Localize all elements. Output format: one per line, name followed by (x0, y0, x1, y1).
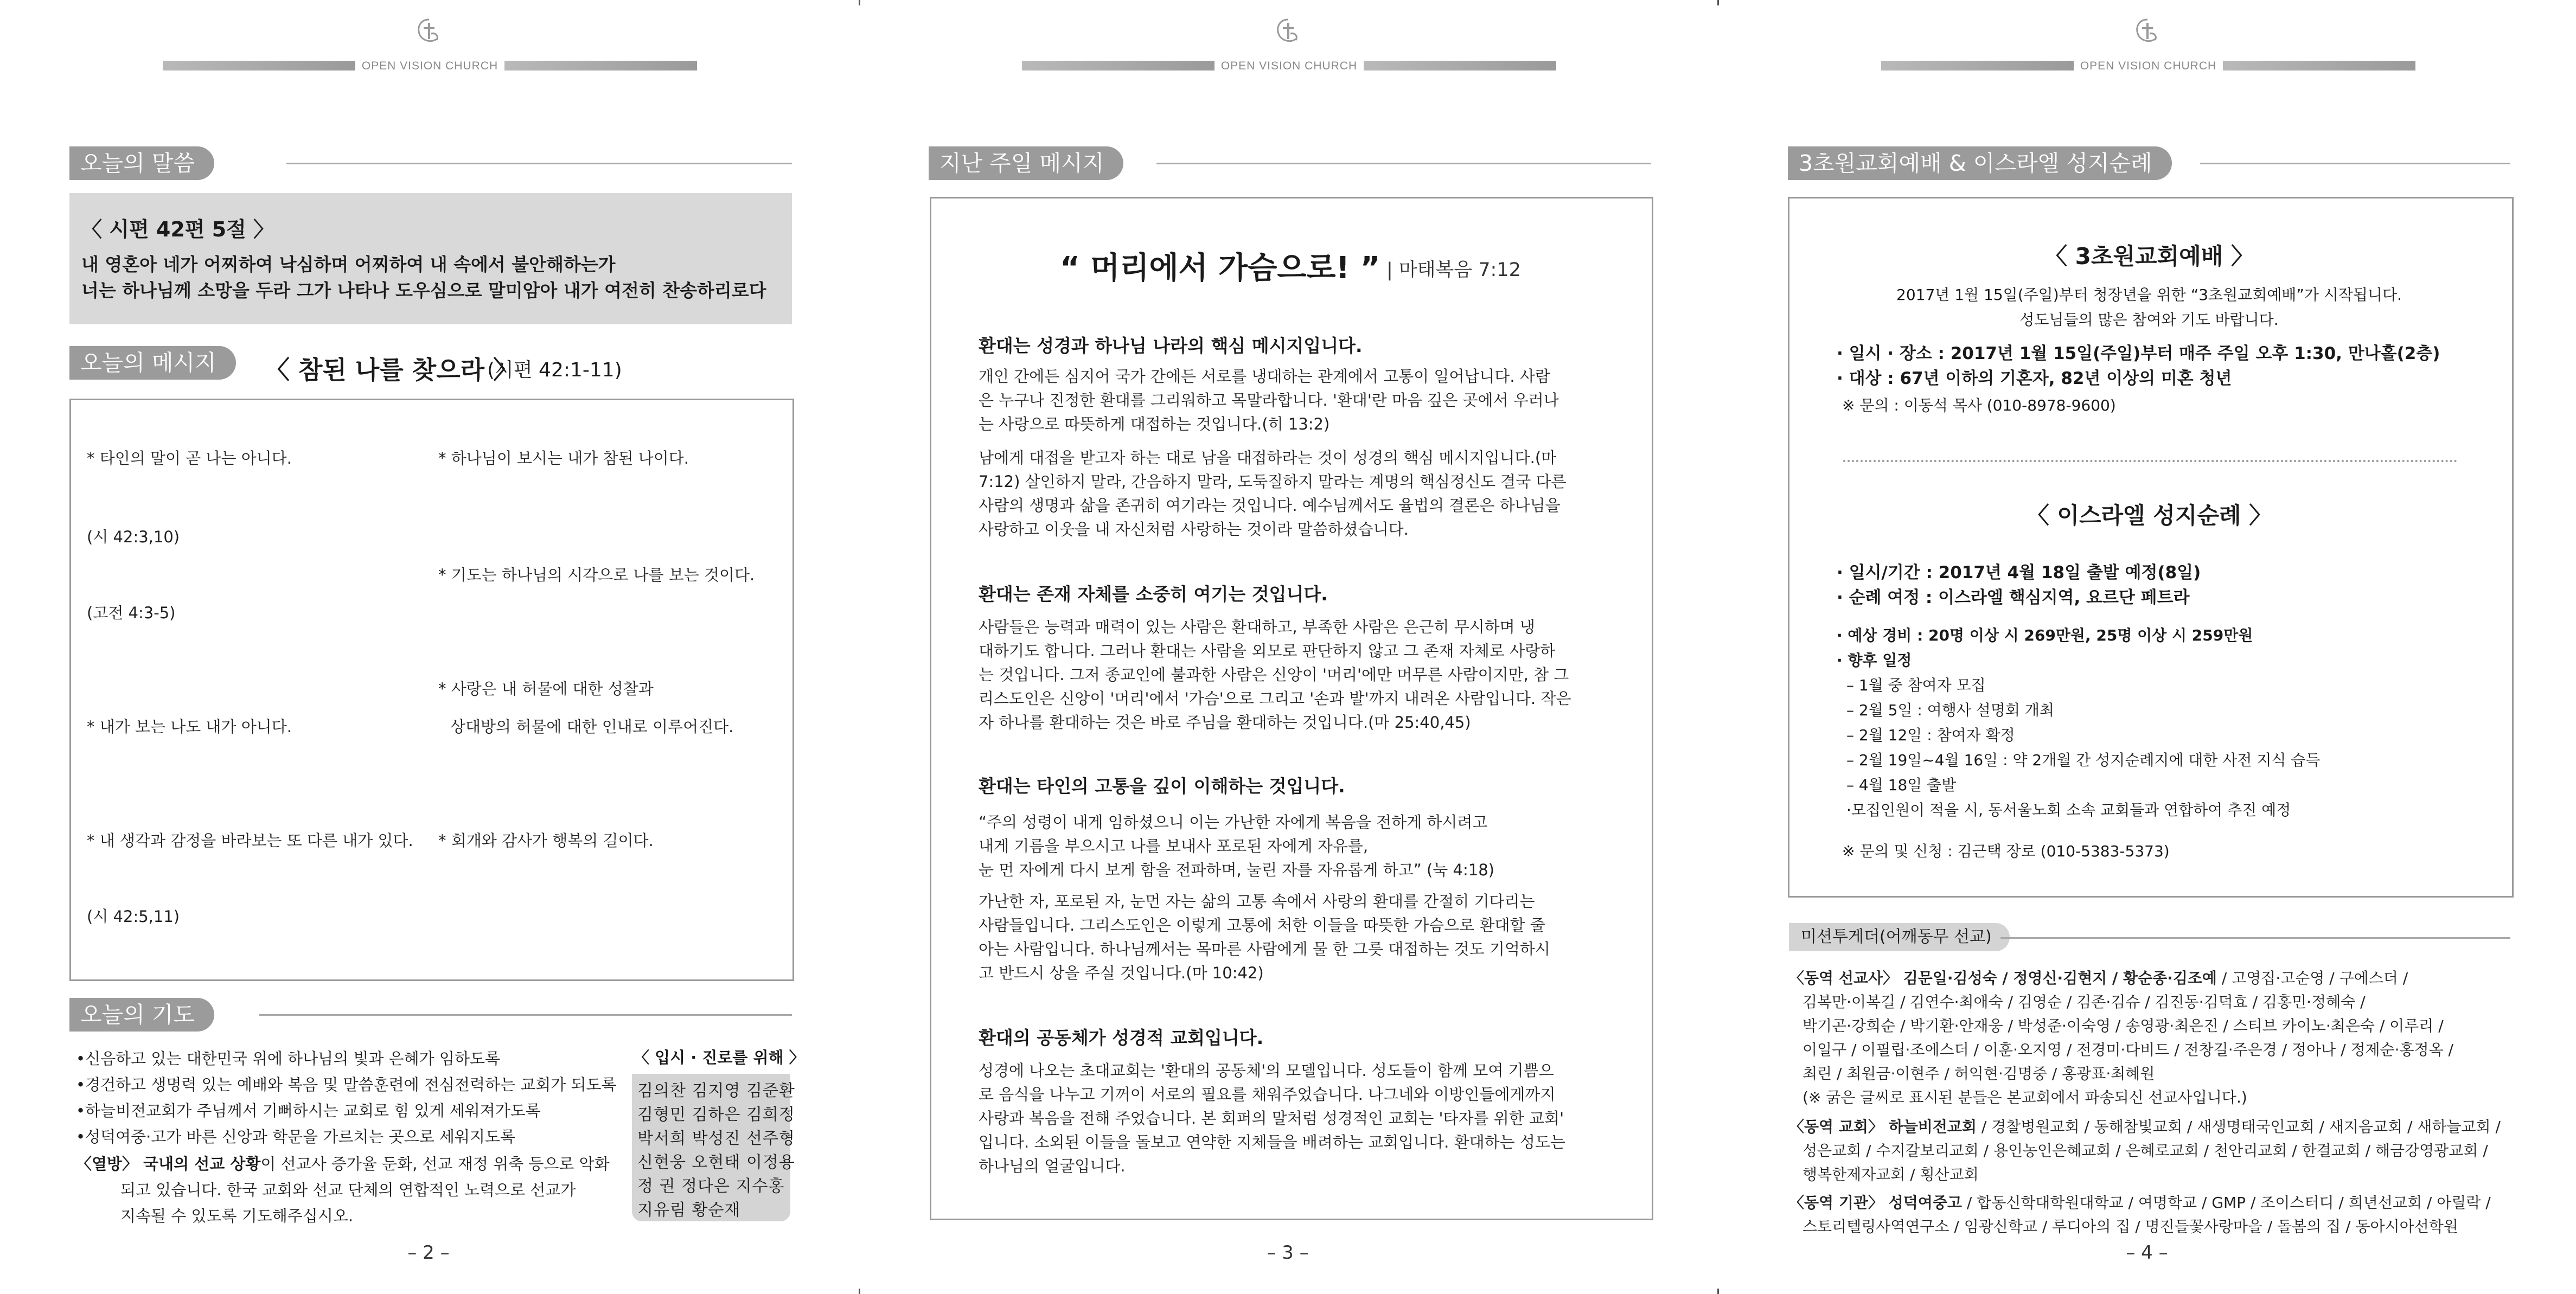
sermon-paragraph: “주의 성령이 내게 임하셨으니 이는 가난한 자에게 복음을 전하게 하시려고 (979, 813, 1488, 831)
section-divider (2000, 937, 2510, 939)
sermon-paragraph: 남에게 대접을 받고자 하는 대로 남을 대접하라는 것이 성경의 핵심 메시지입니다.(마 (979, 449, 1557, 467)
message-points-box (69, 399, 794, 981)
sermon-paragraph: 사랑과 복음을 전해 주었습니다. 본 회퍼의 말처럼 성경적인 교회는 '타자를 위한 교회' (979, 1109, 1564, 1128)
sermon-paragraph: 7:12) 살인하지 말라, 간음하지 말라, 도둑질하지 말라는 계명의 핵심정신도 결국 다른 (979, 472, 1567, 491)
section-title: 오늘의 기도 (69, 998, 214, 1032)
prayer-special (76, 1152, 610, 1174)
section-today-word (69, 146, 792, 180)
sermon-paragraph: 사랑하고 이웃을 내 자신처럼 사랑하는 것이라 말씀하셨습니다. (979, 520, 1409, 539)
sermon-paragraph: 개인 간에든 심지어 국가 간에든 서로를 냉대하는 관계에서 고통이 일어납니다. 사람 (979, 367, 1550, 386)
verse-text: 내 영혼아 네가 어찌하여 낙심하며 어찌하여 내 속에서 불안해하는가 (81, 254, 616, 275)
message-point: * 내 생각과 감정을 바라보는 또 다른 내가 있다. (87, 831, 413, 850)
prayer-special-label: 〈열방〉 국내의 선교 상황 (76, 1155, 261, 1173)
sermon-paragraph: 눈 먼 자에게 다시 보게 함을 전파하며, 눌린 자를 자유롭게 하고” (눅 4:18) (979, 861, 1494, 879)
section-events (1788, 146, 2510, 180)
event-detail: · 예상 경비 : 20명 이상 시 269만원, 25명 이상 시 259만원 (1837, 626, 2253, 644)
prayer-item: •하늘비전교회가 주님께서 기뻐하시는 교회로 힘 있게 세워져가도록 (76, 1101, 541, 1120)
event-detail: · 대상 : 67년 이하의 기혼자, 82년 이상의 미혼 청년 (1837, 369, 2232, 388)
section-today-message (69, 346, 259, 380)
schedule-item: – 2월 5일 : 여행사 설명회 개최 (1846, 701, 2054, 719)
page-2 (0, 0, 857, 1294)
prayer-item: •신음하고 있는 대한민국 위에 하나님의 빛과 은혜가 임하도록 (76, 1049, 500, 1068)
sermon-paragraph: 는 것입니다. 그저 종교인에 불과한 사람은 신앙이 '머리'에만 머무른 사람이지만, 참 그 (979, 665, 1569, 684)
message-point: * 사랑은 내 허물에 대한 성찰과 (438, 680, 654, 698)
section-title: 오늘의 메시지 (69, 346, 236, 380)
page-number: – 4 – (2126, 1242, 2168, 1264)
sermon-paragraph: 가난한 자, 포로된 자, 눈먼 자는 삶의 고통 속에서 사랑의 환대를 간절히 기다리는 (979, 892, 1535, 911)
event-contact: ※ 문의 및 신청 : 김근택 장로 (010-5383-5373) (1842, 842, 2170, 860)
schedule-item: – 1월 중 참여자 모집 (1846, 676, 1986, 694)
message-point: (고전 4:3-5) (87, 604, 176, 622)
entrance-prayer-heading: 〈 입시 · 진로를 위해 〉 (634, 1048, 805, 1067)
prayer-special-text: 되고 있습니다. 한국 교회와 선교 단체의 연합적인 노력으로 선교가 (120, 1181, 576, 1199)
entrance-names-box (632, 1074, 795, 1221)
message-title: 〈 참된 나를 찾으라 〉 (265, 355, 519, 385)
event-detail: · 순례 여정 : 이스라엘 핵심지역, 요르단 페트라 (1837, 588, 2190, 607)
names-row: 김형민 김하은 김희정 (637, 1105, 795, 1124)
mission-line-bold: 〈동역 선교사〉 김문일·김성숙 / 정영신·김현지 / 황순종·김조예 (1789, 969, 2217, 987)
schedule-item: ·모집인원이 적을 시, 동서울노회 소속 교회들과 연합하여 추진 예정 (1846, 801, 2291, 819)
sermon-heading: 환대의 공동체가 성경적 교회입니다. (979, 1027, 1264, 1048)
prayer-item: •성덕여중·고가 바른 신앙과 학문을 가르치는 곳으로 세워지도록 (76, 1128, 515, 1146)
header-bar-left (1881, 61, 2074, 71)
section-divider (259, 1014, 792, 1016)
names-row: 정 권 정다은 지수홍 (637, 1177, 785, 1196)
sermon-paragraph: 대하기도 합니다. 그러나 환대는 사람을 외모로 판단하지 않고 그 존재 자체로 사랑하 (979, 642, 1556, 660)
section-title: 지난 주일 메시지 (929, 146, 1123, 180)
sermon-paragraph: 자 하나를 환대하는 것은 바로 주님을 환대하는 것입니다.(마 25:40,45) (979, 713, 1471, 732)
page-number: – 2 – (407, 1242, 450, 1264)
prayer-special-text: 이 선교사 증가율 둔화, 선교 재정 위축 등으로 악화 (260, 1155, 610, 1173)
section-divider (1156, 163, 1651, 164)
mission-line-text: / 경찰병원교회 / 동해참빛교회 / 새생명태국인교회 / 새지음교회 / 새하늘교회 / (1976, 1118, 2501, 1136)
section-last-sunday (929, 146, 1651, 180)
event-description: 2017년 1월 15일(주일)부터 청장년을 위한 “3초원교회예배”가 시작됩니다. (1896, 286, 2402, 304)
prayer-item: •경건하고 생명력 있는 예배와 복음 및 말씀훈련에 전심전력하는 교회가 되도록 (76, 1075, 617, 1094)
mission-line-text: / 고영집·고순영 / 구에스더 / (2216, 969, 2408, 987)
message-point: * 내가 보는 나도 내가 아니다. (87, 718, 292, 736)
sermon-paragraph: 은 누구나 진정한 환대를 그리워하고 목말라합니다. '환대'란 마음 깊은 곳에서 우러나 (979, 391, 1559, 409)
message-point: * 하나님이 보시는 내가 참된 나이다. (438, 449, 689, 467)
message-reference: (시편 42:1-11) (487, 359, 622, 381)
sermon-heading: 환대는 타인의 고통을 깊이 이해하는 것입니다. (979, 776, 1345, 797)
header-bar-right (1364, 61, 1556, 71)
sermon-paragraph: 로 음식을 나누고 기꺼이 서로의 필요를 채워주었습니다. 나그네와 이방인들에게까지 (979, 1085, 1556, 1104)
header-bar-right (2223, 61, 2415, 71)
event-description: 성도님들의 많은 참여와 기도 바랍니다. (2019, 311, 2279, 329)
mission-line-bold: 〈동역 기관〉 성덕여중고 (1789, 1194, 1962, 1212)
sermon-title: “ 머리에서 가슴으로! ” (1060, 251, 1380, 286)
schedule-item: – 4월 18일 출발 (1846, 776, 1957, 794)
sermon-paragraph: 내게 기름을 부으시고 나를 보내사 포로된 자에게 자유를, (979, 837, 1369, 855)
verse-reference: 〈 시편 42편 5절 〉 (81, 217, 274, 241)
page-3 (859, 0, 1716, 1294)
church-name: OPEN VISION CHURCH (2080, 60, 2217, 72)
event-title: 〈 이스라엘 성지순례 〉 (2026, 502, 2272, 529)
mission-together-label: 미션투게더(어깨동무 선교) (1789, 923, 2010, 951)
event-detail: · 일시 · 장소 : 2017년 1월 15일(주일)부터 매주 주일 오후 1:30, 만나홀(2층) (1837, 344, 2440, 363)
church-logo-icon (2133, 17, 2162, 46)
event-detail: · 일시/기간 : 2017년 4월 18일 출발 예정(8일) (1837, 563, 2201, 582)
event-title: 〈 3초원교회예배 〉 (2044, 243, 2254, 270)
church-name: OPEN VISION CHURCH (1220, 60, 1358, 72)
header-bar-right (504, 61, 697, 71)
event-detail: · 향후 일정 (1837, 651, 1912, 669)
names-row: 김의찬 김지영 김준환 (637, 1081, 795, 1100)
sermon-reference: | 마태복음 7:12 (1386, 259, 1521, 281)
header-bar-left (1022, 61, 1215, 71)
mission-line: 이일구 / 이필립·조에스더 / 이훈·오지영 / 전경미·다비드 / 전창길·주은경 / 정아나 / 정제순·홍정옥 / (1802, 1041, 2453, 1059)
mission-line (1789, 966, 2408, 988)
sermon-paragraph: 아는 사람입니다. 하나님께서는 목마른 사람에게 물 한 그릇 대접하는 것도 기억하시 (979, 940, 1550, 958)
mission-line: 박기곤·강희순 / 박기환·안재웅 / 박성준·이숙영 / 송영광·최은진 / 스티브 카이노·최은숙 / 이루리 / (1802, 1017, 2444, 1035)
mission-line: 김복만·이복길 / 김연수·최애숙 / 김영순 / 김존·김슈 / 김진동·김덕효 / 김홍민·정혜숙 / (1802, 993, 2366, 1011)
message-point: (시 42:3,10) (87, 528, 180, 546)
sermon-paragraph: 하나님의 얼굴입니다. (979, 1157, 1126, 1175)
header-bar-left (163, 61, 355, 71)
sermon-paragraph: 사람들은 능력과 매력이 있는 사람은 환대하고, 부족한 사람은 은근히 무시하며 냉 (979, 618, 1535, 636)
sermon-paragraph: 는 사랑으로 따뜻하게 대접하는 것입니다.(히 13:2) (979, 415, 1330, 433)
page-header (859, 16, 1716, 71)
sermon-paragraph: 성경에 나오는 초대교회는 '환대의 공동체'의 모델입니다. 성도들이 함께 모여 기쁨으 (979, 1061, 1554, 1080)
schedule-item: – 2월 19일~4월 16일 : 약 2개월 간 성지순례지에 대한 사전 지식 습득 (1846, 751, 2321, 769)
names-row: 신현웅 오현태 이정용 (637, 1153, 795, 1172)
mission-line: 행복한제자교회 / 횡산교회 (1802, 1165, 1979, 1183)
mission-line (1789, 1191, 2491, 1213)
church-logo-icon (1274, 17, 1302, 46)
church-logo-icon (415, 17, 443, 46)
page-4 (1718, 0, 2575, 1294)
page-number: – 3 – (1267, 1242, 1309, 1264)
mission-line: 최린 / 최원금·이현주 / 허익현·김명중 / 홍광표·최혜원 (1802, 1065, 2155, 1082)
sermon-paragraph: 사람들입니다. 그리스도인은 이렇게 고통에 처한 이들을 따뜻한 가슴으로 환대할 줄 (979, 916, 1545, 934)
message-point: * 기도는 하나님의 시각으로 나를 보는 것이다. (438, 566, 755, 584)
section-title: 3초원교회예배 & 이스라엘 성지순례 (1788, 146, 2172, 180)
page-header (1718, 16, 2575, 71)
message-point: * 회개와 감사가 행복의 길이다. (438, 831, 654, 850)
names-row: 지유림 황순재 (637, 1201, 741, 1220)
church-name: OPEN VISION CHURCH (361, 60, 498, 72)
sermon-heading: 환대는 존재 자체를 소중히 여기는 것입니다. (979, 584, 1328, 605)
mission-note: (※ 굵은 글씨로 표시된 분들은 본교회에서 파송되신 선교사입니다.) (1802, 1088, 2247, 1106)
section-divider (286, 163, 792, 164)
sermon-paragraph: 고 반드시 상을 주실 것입니다.(마 10:42) (979, 964, 1264, 982)
message-point: (시 42:5,11) (87, 907, 180, 926)
event-contact: ※ 문의 : 이동석 목사 (010-8978-9600) (1842, 396, 2116, 414)
page-header (0, 16, 857, 71)
section-title: 오늘의 말씀 (69, 146, 214, 180)
mission-line-text: / 합동신학대학원대학교 / 여명학교 / GMP / 조이스터디 / 희년선교회 / 아릴락 / (1961, 1194, 2491, 1212)
verse-text: 너는 하나님께 소망을 두라 그가 나타나 도우심으로 말미암아 내가 여전히 찬송하리로다 (81, 280, 766, 301)
sermon-paragraph: 입니다. 소외된 이들을 돌보고 연약한 지체들을 배려하는 교회입니다. 환대하는 성도는 (979, 1133, 1565, 1151)
section-today-prayer (69, 998, 792, 1032)
prayer-special-text: 지속될 수 있도록 기도해주십시오. (120, 1207, 354, 1225)
section-divider (2200, 163, 2510, 164)
mission-line: 성은교회 / 수지갈보리교회 / 용인농인은혜교회 / 은혜로교회 / 천안리교회 / 한결교회 / 해금강영광교회 / (1802, 1142, 2488, 1160)
mission-line (1789, 1115, 2501, 1137)
names-row: 박서희 박성진 선주형 (637, 1129, 795, 1148)
mission-line-bold: 〈동역 교회〉 하늘비전교회 (1789, 1118, 1977, 1136)
message-point: * 타인의 말이 곧 나는 아니다. (87, 449, 292, 467)
sermon-paragraph: 사람의 생명과 삶을 존귀히 여기라는 것입니다. 예수님께서도 율법의 결론은 하나님을 (979, 496, 1561, 515)
dotted-divider (1843, 460, 2457, 462)
mission-line: 스토리텔링사역연구소 / 임광신학교 / 루디아의 집 / 명진들꽃사랑마을 / 돌봄의 집 / 동아시아선학원 (1802, 1218, 2458, 1235)
message-point: 상대방의 허물에 대한 인내로 이루어진다. (450, 718, 734, 736)
sermon-paragraph: 리스도인은 신앙이 '머리'에서 '가슴'으로 그리고 '손과 발'까지 내려온 사람입니다. 작은 (979, 689, 1571, 708)
schedule-item: – 2월 12일 : 참여자 확정 (1846, 726, 2015, 744)
sermon-heading: 환대는 성경과 하나님 나라의 핵심 메시지입니다. (979, 335, 1363, 356)
